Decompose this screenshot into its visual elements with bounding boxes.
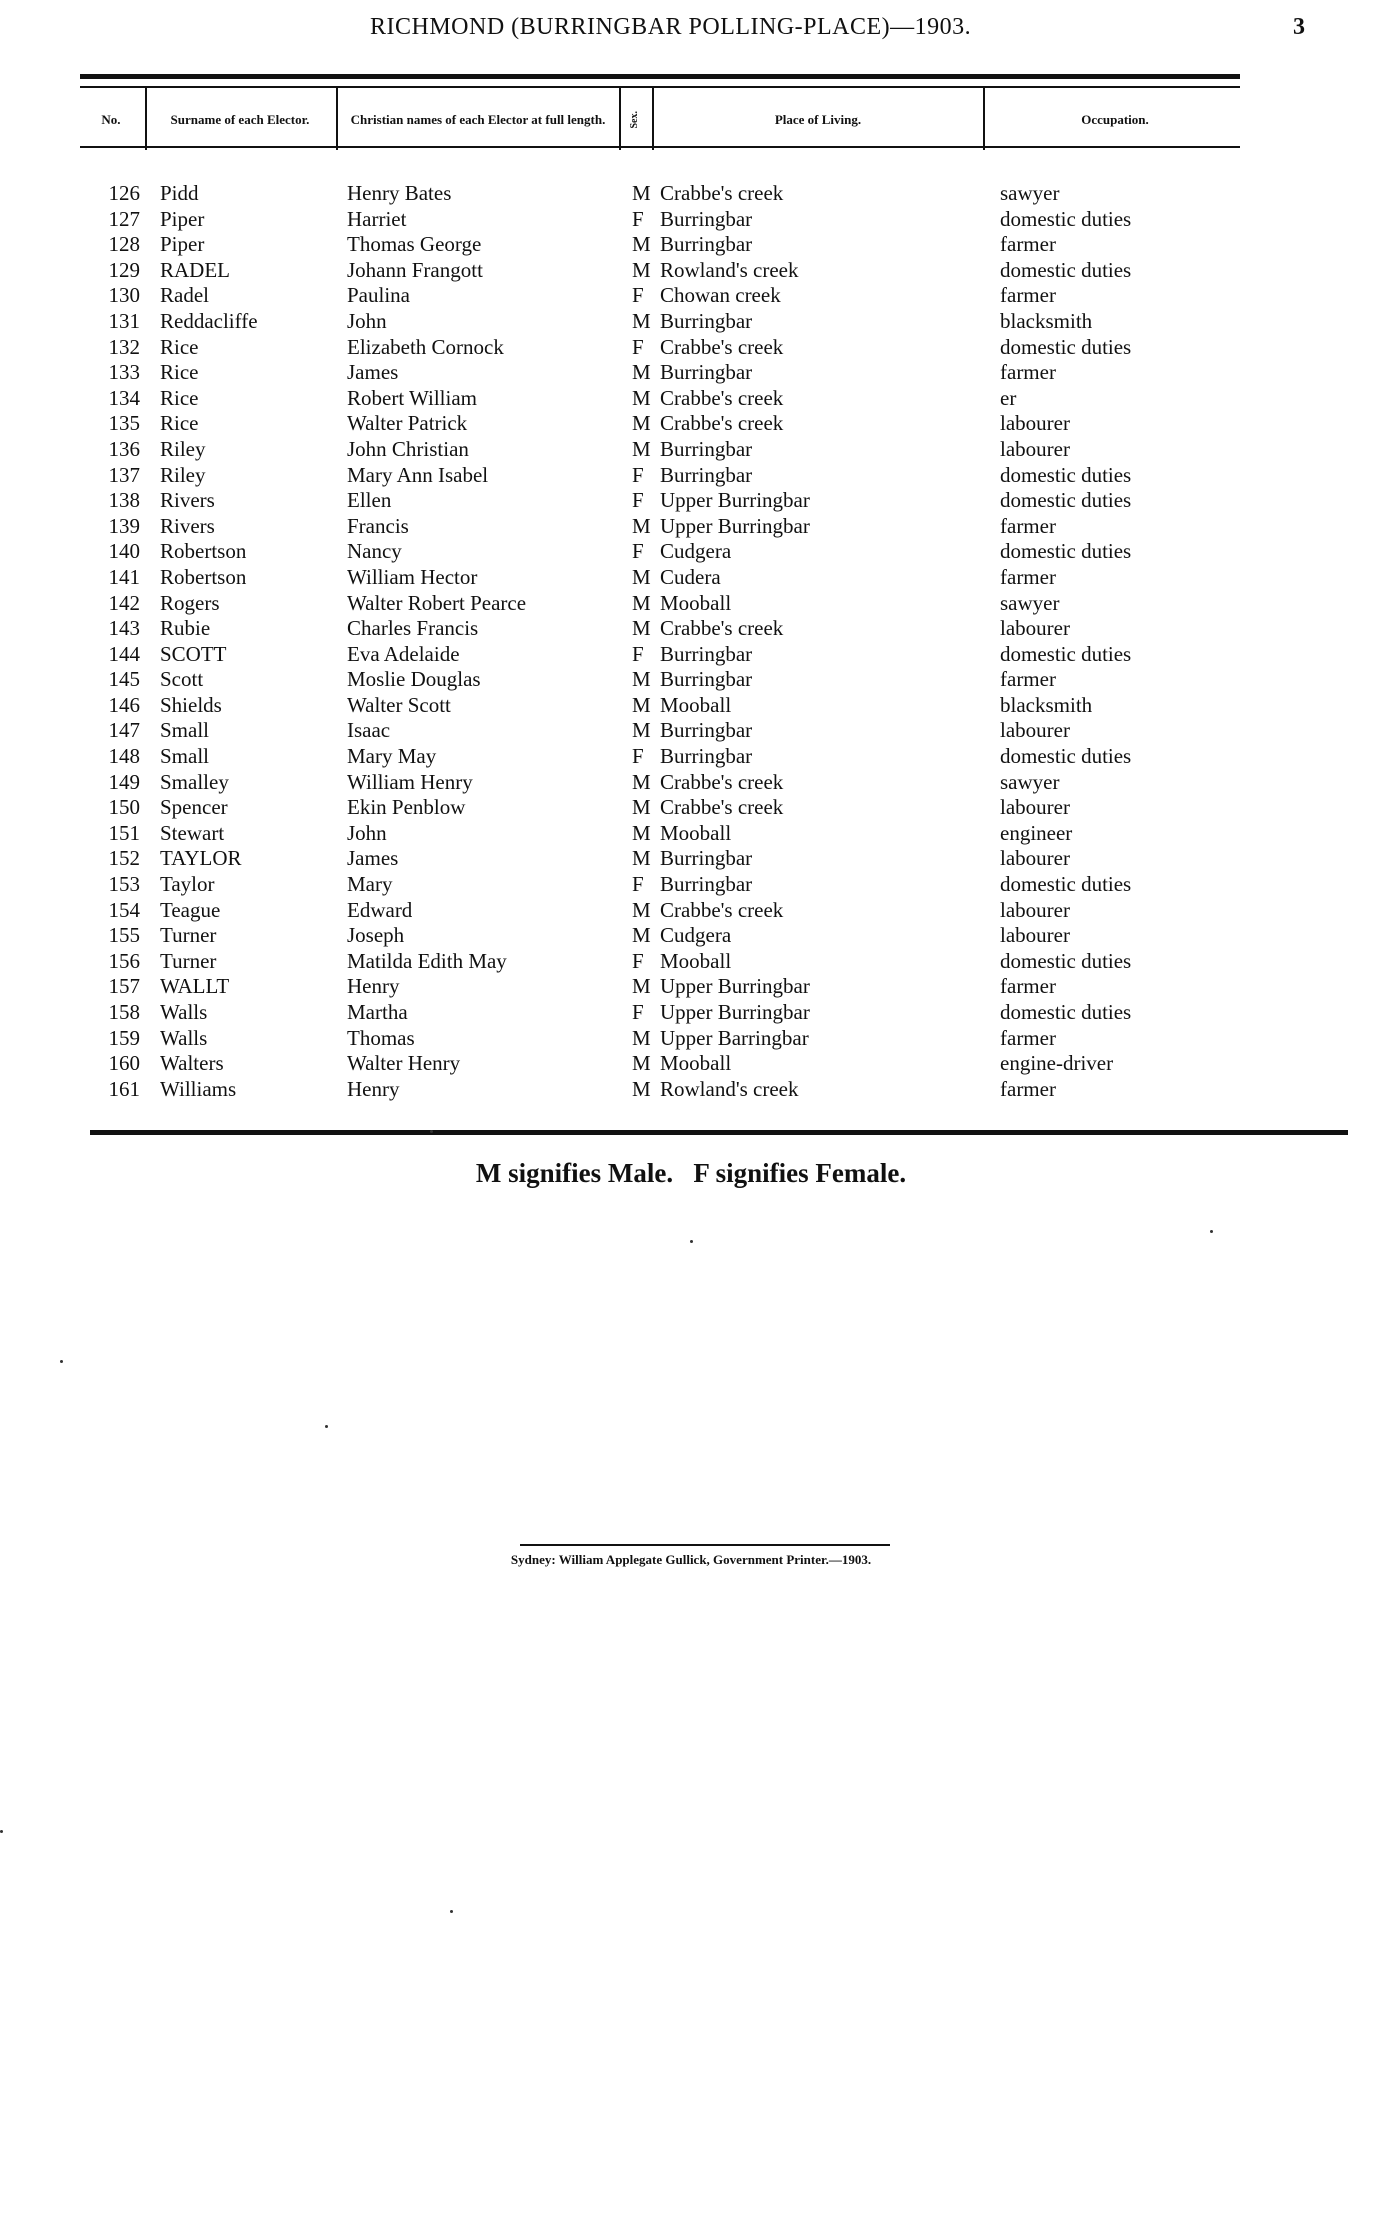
column-header-sex <box>622 92 648 147</box>
elector-number: 130 <box>108 283 140 308</box>
elector-christian-names: Mary May <box>347 744 437 769</box>
elector-place-of-living: Chowan creek <box>660 283 781 308</box>
elector-christian-names: Matilda Edith May <box>347 948 507 973</box>
elector-surname: Radel <box>160 283 209 308</box>
elector-surname: Williams <box>160 1076 237 1101</box>
elector-occupation: sawyer <box>1000 181 1060 205</box>
elector-christian-names: John <box>347 820 387 845</box>
elector-surname: SCOTT <box>160 641 227 666</box>
elector-number: 141 <box>108 564 140 589</box>
elector-place-of-living: Crabbe's creek <box>660 616 784 641</box>
elector-number: 155 <box>108 923 140 948</box>
elector-place-of-living: Burringbar <box>660 641 753 666</box>
elector-number: 161 <box>108 1076 140 1101</box>
elector-christian-names: John <box>347 308 387 333</box>
elector-surname: Rice <box>160 411 199 436</box>
elector-row <box>0 463 1382 489</box>
elector-occupation: blacksmith <box>1000 308 1093 333</box>
elector-occupation: labourer <box>1000 616 1070 641</box>
elector-surname: Reddacliffe <box>160 308 258 333</box>
elector-sex: M <box>632 360 651 385</box>
elector-occupation: domestic duties <box>1000 539 1132 564</box>
elector-surname: Scott <box>160 667 204 692</box>
elector-place-of-living: Burringbar <box>660 436 753 461</box>
elector-christian-names: Moslie Douglas <box>347 667 481 692</box>
elector-surname: Small <box>160 718 210 743</box>
elector-place-of-living: Burringbar <box>660 232 753 257</box>
elector-sex: M <box>632 616 651 641</box>
elector-occupation: sawyer <box>1000 590 1060 615</box>
elector-sex: F <box>632 1000 644 1024</box>
elector-number: 142 <box>108 590 140 615</box>
elector-number: 157 <box>108 974 140 999</box>
elector-number: 147 <box>108 718 140 743</box>
elector-occupation: labourer <box>1000 846 1070 871</box>
elector-sex: M <box>632 846 651 871</box>
elector-occupation: sawyer <box>1000 769 1060 794</box>
elector-number: 139 <box>108 513 140 538</box>
elector-row <box>0 181 1382 207</box>
elector-sex: M <box>632 590 651 615</box>
elector-number: 145 <box>108 667 140 692</box>
elector-christian-names: Charles Francis <box>347 616 479 641</box>
elector-surname: Pidd <box>160 181 199 205</box>
elector-occupation: farmer <box>1000 667 1056 692</box>
elector-place-of-living: Crabbe's creek <box>660 181 784 205</box>
elector-christian-names: Isaac <box>347 718 391 743</box>
elector-sex: M <box>632 897 651 922</box>
elector-occupation: labourer <box>1000 897 1070 922</box>
elector-surname: Riley <box>160 436 206 461</box>
header-top-rule <box>80 74 1240 79</box>
elector-occupation: farmer <box>1000 1025 1056 1050</box>
elector-place-of-living: Upper Burringbar <box>660 974 810 999</box>
elector-sex: M <box>632 308 651 333</box>
elector-row <box>0 207 1382 233</box>
elector-place-of-living: Crabbe's creek <box>660 897 784 922</box>
elector-sex: M <box>632 1051 651 1076</box>
column-header-place: Place of Living. <box>774 111 862 127</box>
header-bottom-rule <box>80 146 1240 148</box>
column-divider <box>983 88 985 150</box>
elector-christian-names: William Henry <box>347 769 473 794</box>
elector-sex: M <box>632 181 651 205</box>
elector-sex: F <box>632 872 644 897</box>
elector-row <box>0 1026 1382 1052</box>
elector-sex: F <box>632 334 644 359</box>
elector-number: 152 <box>108 846 140 871</box>
elector-number: 154 <box>108 897 140 922</box>
elector-surname: Rivers <box>160 513 215 538</box>
print-speck <box>60 1360 63 1363</box>
elector-number: 148 <box>108 744 140 769</box>
elector-number: 146 <box>108 692 140 717</box>
elector-sex: M <box>632 667 651 692</box>
elector-number: 143 <box>108 616 140 641</box>
elector-place-of-living: Burringbar <box>660 718 753 743</box>
elector-christian-names: Thomas George <box>347 232 482 257</box>
elector-row <box>0 232 1382 258</box>
elector-number: 151 <box>108 820 140 845</box>
elector-christian-names: Walter Scott <box>347 692 451 717</box>
elector-surname: WALLT <box>160 974 230 999</box>
table-bottom-rule <box>90 1130 1348 1135</box>
elector-sex: F <box>632 488 644 513</box>
elector-sex: M <box>632 232 651 257</box>
elector-sex: M <box>632 769 651 794</box>
elector-occupation: engineer <box>1000 820 1073 845</box>
elector-number: 140 <box>108 539 140 564</box>
elector-sex: M <box>632 257 651 282</box>
elector-occupation: farmer <box>1000 974 1056 999</box>
elector-row <box>0 923 1382 949</box>
elector-occupation: domestic duties <box>1000 462 1132 487</box>
elector-number: 127 <box>108 206 140 231</box>
elector-sex: M <box>632 411 651 436</box>
elector-number: 126 <box>108 181 140 205</box>
elector-surname: Rice <box>160 385 199 410</box>
elector-number: 156 <box>108 948 140 973</box>
elector-surname: Turner <box>160 948 217 973</box>
column-header-surname: Surname of each Elector. <box>170 111 310 127</box>
elector-place-of-living: Burringbar <box>660 462 753 487</box>
elector-surname: Stewart <box>160 820 225 845</box>
elector-surname: Robertson <box>160 539 247 564</box>
print-speck <box>1210 1230 1213 1233</box>
elector-place-of-living: Upper Barringbar <box>660 1025 809 1050</box>
elector-occupation: farmer <box>1000 283 1056 308</box>
elector-row <box>0 565 1382 591</box>
elector-christian-names: Harriet <box>347 206 407 231</box>
elector-occupation: blacksmith <box>1000 692 1093 717</box>
header-top-rule-thin <box>80 86 1240 88</box>
elector-christian-names: Henry <box>347 1076 400 1101</box>
sex-legend: M signifies Male. F signifies Female. <box>475 1158 907 1188</box>
elector-surname: Small <box>160 744 210 769</box>
elector-place-of-living: Burringbar <box>660 206 753 231</box>
print-speck <box>0 1830 3 1833</box>
elector-list <box>0 181 1382 1102</box>
elector-sex: F <box>632 744 644 769</box>
elector-sex: M <box>632 1025 651 1050</box>
elector-row <box>0 258 1382 284</box>
elector-sex: M <box>632 513 651 538</box>
page-header <box>0 10 1382 50</box>
elector-occupation: labourer <box>1000 411 1070 436</box>
page-title: RICHMOND (BURRINGBAR POLLING-PLACE)—1903. <box>370 14 972 40</box>
elector-surname: TAYLOR <box>160 846 242 871</box>
elector-row <box>0 744 1382 770</box>
elector-christian-names: Martha <box>347 1000 408 1024</box>
elector-occupation: labourer <box>1000 795 1070 820</box>
elector-sex: M <box>632 718 651 743</box>
elector-place-of-living: Burringbar <box>660 846 753 871</box>
elector-christian-names: Edward <box>347 897 413 922</box>
elector-sex: M <box>632 795 651 820</box>
elector-sex: M <box>632 923 651 948</box>
elector-surname: Piper <box>160 206 205 231</box>
elector-row <box>0 1051 1382 1077</box>
elector-place-of-living: Crabbe's creek <box>660 769 784 794</box>
elector-row <box>0 693 1382 719</box>
elector-row <box>0 437 1382 463</box>
elector-occupation: engine-driver <box>1000 1051 1114 1076</box>
elector-occupation: farmer <box>1000 360 1056 385</box>
elector-place-of-living: Crabbe's creek <box>660 385 784 410</box>
elector-christian-names: Mary Ann Isabel <box>347 462 489 487</box>
elector-surname: Walls <box>160 1025 208 1050</box>
elector-place-of-living: Upper Burringbar <box>660 488 810 513</box>
print-speck <box>450 1910 453 1913</box>
column-header-occupation: Occupation. <box>1081 111 1149 127</box>
elector-sex: M <box>632 820 651 845</box>
elector-surname: Turner <box>160 923 217 948</box>
elector-number: 160 <box>108 1051 140 1076</box>
elector-surname: Taylor <box>160 872 215 897</box>
elector-row <box>0 488 1382 514</box>
printer-imprint: Sydney: William Applegate Gullick, Government Printer.—1903. <box>510 1552 872 1567</box>
elector-number: 134 <box>108 385 140 410</box>
elector-number: 128 <box>108 232 140 257</box>
elector-christian-names: Mary <box>347 872 393 897</box>
elector-christian-names: William Hector <box>347 564 478 589</box>
print-speck <box>325 1425 328 1428</box>
elector-christian-names: Walter Robert Pearce <box>347 590 527 615</box>
elector-occupation: labourer <box>1000 436 1070 461</box>
elector-christian-names: Henry <box>347 974 400 999</box>
elector-row <box>0 718 1382 744</box>
elector-place-of-living: Burringbar <box>660 308 753 333</box>
column-divider <box>336 88 338 150</box>
elector-row <box>0 386 1382 412</box>
elector-christian-names: Walter Henry <box>347 1051 461 1076</box>
elector-christian-names: James <box>347 846 399 871</box>
elector-row <box>0 898 1382 924</box>
elector-surname: Walters <box>160 1051 224 1076</box>
elector-row <box>0 949 1382 975</box>
column-header-sex-label: Sex. <box>629 110 640 129</box>
elector-surname: Rogers <box>160 590 220 615</box>
elector-occupation: domestic duties <box>1000 488 1132 513</box>
elector-place-of-living: Cudera <box>660 564 721 589</box>
print-speck <box>430 1130 433 1133</box>
column-divider <box>619 88 621 150</box>
elector-place-of-living: Mooball <box>660 692 732 717</box>
elector-christian-names: Thomas <box>347 1025 415 1050</box>
elector-sex: M <box>632 1076 651 1101</box>
elector-number: 132 <box>108 334 140 359</box>
elector-occupation: farmer <box>1000 564 1056 589</box>
elector-row <box>0 283 1382 309</box>
elector-row <box>0 1000 1382 1026</box>
elector-christian-names: Nancy <box>347 539 402 564</box>
elector-surname: Shields <box>160 692 222 717</box>
elector-row <box>0 591 1382 617</box>
elector-row <box>0 795 1382 821</box>
elector-number: 137 <box>108 462 140 487</box>
elector-occupation: domestic duties <box>1000 948 1132 973</box>
elector-surname: Riley <box>160 462 206 487</box>
elector-surname: Rice <box>160 334 199 359</box>
elector-occupation: domestic duties <box>1000 334 1132 359</box>
elector-surname: Robertson <box>160 564 247 589</box>
elector-row <box>0 770 1382 796</box>
elector-number: 135 <box>108 411 140 436</box>
elector-number: 144 <box>108 641 140 666</box>
elector-christian-names: Paulina <box>347 283 410 308</box>
elector-christian-names: Henry Bates <box>347 181 452 205</box>
elector-place-of-living: Burringbar <box>660 667 753 692</box>
elector-surname: Smalley <box>160 769 229 794</box>
elector-christian-names: Elizabeth Cornock <box>347 334 504 359</box>
elector-surname: Piper <box>160 232 205 257</box>
elector-sex: M <box>632 436 651 461</box>
column-header-no: No. <box>101 111 121 127</box>
elector-occupation: farmer <box>1000 1076 1056 1101</box>
elector-surname: RADEL <box>160 257 230 282</box>
elector-number: 131 <box>108 308 140 333</box>
elector-row <box>0 1077 1382 1103</box>
elector-place-of-living: Rowland's creek <box>660 257 799 282</box>
elector-sex: M <box>632 564 651 589</box>
elector-surname: Walls <box>160 1000 208 1024</box>
elector-place-of-living: Burringbar <box>660 360 753 385</box>
elector-row <box>0 411 1382 437</box>
elector-occupation: domestic duties <box>1000 257 1132 282</box>
elector-occupation: labourer <box>1000 923 1070 948</box>
elector-row <box>0 642 1382 668</box>
elector-row <box>0 335 1382 361</box>
elector-sex: F <box>632 948 644 973</box>
elector-place-of-living: Crabbe's creek <box>660 795 784 820</box>
column-header-christian: Christian names of each Elector at full length. <box>350 111 606 127</box>
print-speck <box>690 1240 693 1243</box>
elector-christian-names: Ekin Penblow <box>347 795 466 820</box>
elector-sex: F <box>632 641 644 666</box>
elector-place-of-living: Cudgera <box>660 923 732 948</box>
elector-occupation: farmer <box>1000 232 1056 257</box>
elector-occupation: domestic duties <box>1000 872 1132 897</box>
page-number: 3 <box>1293 14 1305 40</box>
elector-sex: F <box>632 462 644 487</box>
elector-place-of-living: Crabbe's creek <box>660 334 784 359</box>
elector-christian-names: Ellen <box>347 488 392 513</box>
elector-sex: M <box>632 974 651 999</box>
elector-occupation: domestic duties <box>1000 744 1132 769</box>
elector-sex: M <box>632 385 651 410</box>
elector-place-of-living: Rowland's creek <box>660 1076 799 1101</box>
elector-occupation: labourer <box>1000 718 1070 743</box>
elector-sex: M <box>632 692 651 717</box>
elector-place-of-living: Mooball <box>660 1051 732 1076</box>
elector-christian-names: James <box>347 360 399 385</box>
elector-row <box>0 821 1382 847</box>
elector-christian-names: Walter Patrick <box>347 411 468 436</box>
elector-number: 158 <box>108 1000 140 1024</box>
elector-surname: Spencer <box>160 795 228 820</box>
elector-row <box>0 974 1382 1000</box>
elector-place-of-living: Burringbar <box>660 872 753 897</box>
printer-rule <box>520 1544 890 1546</box>
elector-occupation: farmer <box>1000 513 1056 538</box>
elector-number: 153 <box>108 872 140 897</box>
elector-sex: F <box>632 283 644 308</box>
column-divider <box>145 88 147 150</box>
elector-row <box>0 616 1382 642</box>
elector-occupation: er <box>1000 385 1017 410</box>
elector-place-of-living: Mooball <box>660 820 732 845</box>
elector-occupation: domestic duties <box>1000 1000 1132 1024</box>
elector-row <box>0 667 1382 693</box>
elector-place-of-living: Burringbar <box>660 744 753 769</box>
elector-christian-names: John Christian <box>347 436 469 461</box>
elector-number: 129 <box>108 257 140 282</box>
elector-christian-names: Eva Adelaide <box>347 641 460 666</box>
elector-place-of-living: Crabbe's creek <box>660 411 784 436</box>
elector-sex: F <box>632 539 644 564</box>
column-divider <box>652 88 654 150</box>
elector-row <box>0 360 1382 386</box>
elector-row <box>0 846 1382 872</box>
elector-surname: Rice <box>160 360 199 385</box>
elector-place-of-living: Cudgera <box>660 539 732 564</box>
elector-number: 138 <box>108 488 140 513</box>
elector-christian-names: Johann Frangott <box>347 257 483 282</box>
elector-place-of-living: Upper Burringbar <box>660 1000 810 1024</box>
elector-sex: F <box>632 206 644 231</box>
elector-christian-names: Joseph <box>347 923 405 948</box>
elector-occupation: domestic duties <box>1000 206 1132 231</box>
elector-place-of-living: Upper Burringbar <box>660 513 810 538</box>
elector-occupation: domestic duties <box>1000 641 1132 666</box>
elector-row <box>0 872 1382 898</box>
elector-christian-names: Robert William <box>347 385 477 410</box>
elector-number: 136 <box>108 436 140 461</box>
elector-number: 159 <box>108 1025 140 1050</box>
elector-christian-names: Francis <box>347 513 409 538</box>
elector-surname: Rivers <box>160 488 215 513</box>
elector-surname: Teague <box>160 897 221 922</box>
elector-place-of-living: Mooball <box>660 948 732 973</box>
elector-place-of-living: Mooball <box>660 590 732 615</box>
elector-surname: Rubie <box>160 616 211 641</box>
elector-row <box>0 514 1382 540</box>
elector-number: 150 <box>108 795 140 820</box>
elector-number: 149 <box>108 769 140 794</box>
elector-row <box>0 539 1382 565</box>
elector-row <box>0 309 1382 335</box>
elector-number: 133 <box>108 360 140 385</box>
